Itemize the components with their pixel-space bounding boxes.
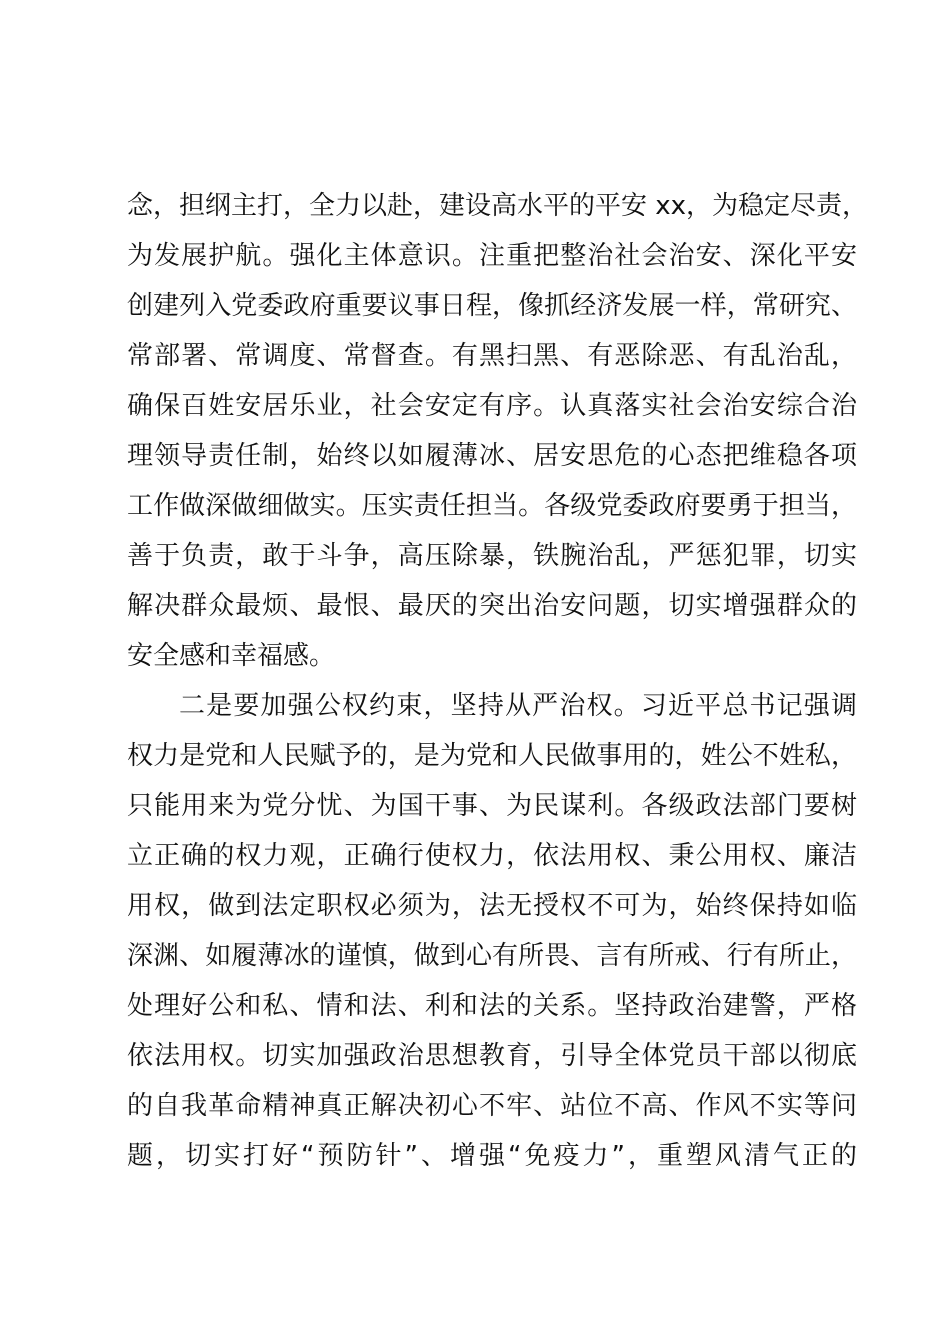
text-line: 创建列入党委政府重要议事日程，像抓经济发展一样，常研究、	[127, 291, 857, 321]
text-line: 用权，做到法定职权必须为，法无授权不可为，始终保持如临	[127, 891, 857, 921]
text-line: 解决群众最烦、最恨、最厌的突出治安问题，切实增强群众的	[127, 591, 857, 621]
text-line: 常部署、常调度、常督查。有黑扫黑、有恶除恶、有乱治乱，	[127, 341, 857, 371]
text-line: 只能用来为党分忧、为国干事、为民谋利。各级政法部门要树	[127, 791, 857, 821]
text-line: 二是要加强公权约束，坚持从严治权。习近平总书记强调	[179, 691, 857, 721]
text-line: 为发展护航。强化主体意识。注重把整治社会治安、深化平安	[127, 241, 857, 271]
text-line: 安全感和幸福感。	[127, 641, 336, 671]
text-line: 深渊、如履薄冰的谨慎，做到心有所畏、言有所戒、行有所止，	[127, 941, 857, 971]
text-line: 处理好公和私、情和法、利和法的关系。坚持政治建警，严格	[127, 991, 857, 1021]
text-line: 工作做深做细做实。压实责任担当。各级党委政府要勇于担当，	[127, 491, 857, 521]
text-line: 理领导责任制，始终以如履薄冰、居安思危的心态把维稳各项	[127, 441, 857, 471]
text-line: 的自我革命精神真正解决初心不牢、站位不高、作风不实等问	[127, 1091, 857, 1121]
text-line: 依法用权。切实加强政治思想教育，引导全体党员干部以彻底	[127, 1041, 857, 1071]
text-line: 立正确的权力观，正确行使权力，依法用权、秉公用权、廉洁	[127, 841, 857, 871]
text-line: 念，担纲主打，全力以赴，建设高水平的平安 xx，为稳定尽责，	[127, 191, 869, 221]
text-line: 题，切实打好“预防针”、增强“免疫力”，重塑风清气正的	[127, 1141, 857, 1171]
paragraph-1	[127, 181, 869, 681]
paragraph-2	[127, 681, 857, 1181]
document-body	[127, 181, 869, 1181]
text-line: 确保百姓安居乐业，社会安定有序。认真落实社会治安综合治	[127, 391, 857, 421]
text-line: 权力是党和人民赋予的，是为党和人民做事用的，姓公不姓私，	[127, 741, 857, 771]
text-line: 善于负责，敢于斗争，高压除暴，铁腕治乱，严惩犯罪，切实	[127, 541, 857, 571]
